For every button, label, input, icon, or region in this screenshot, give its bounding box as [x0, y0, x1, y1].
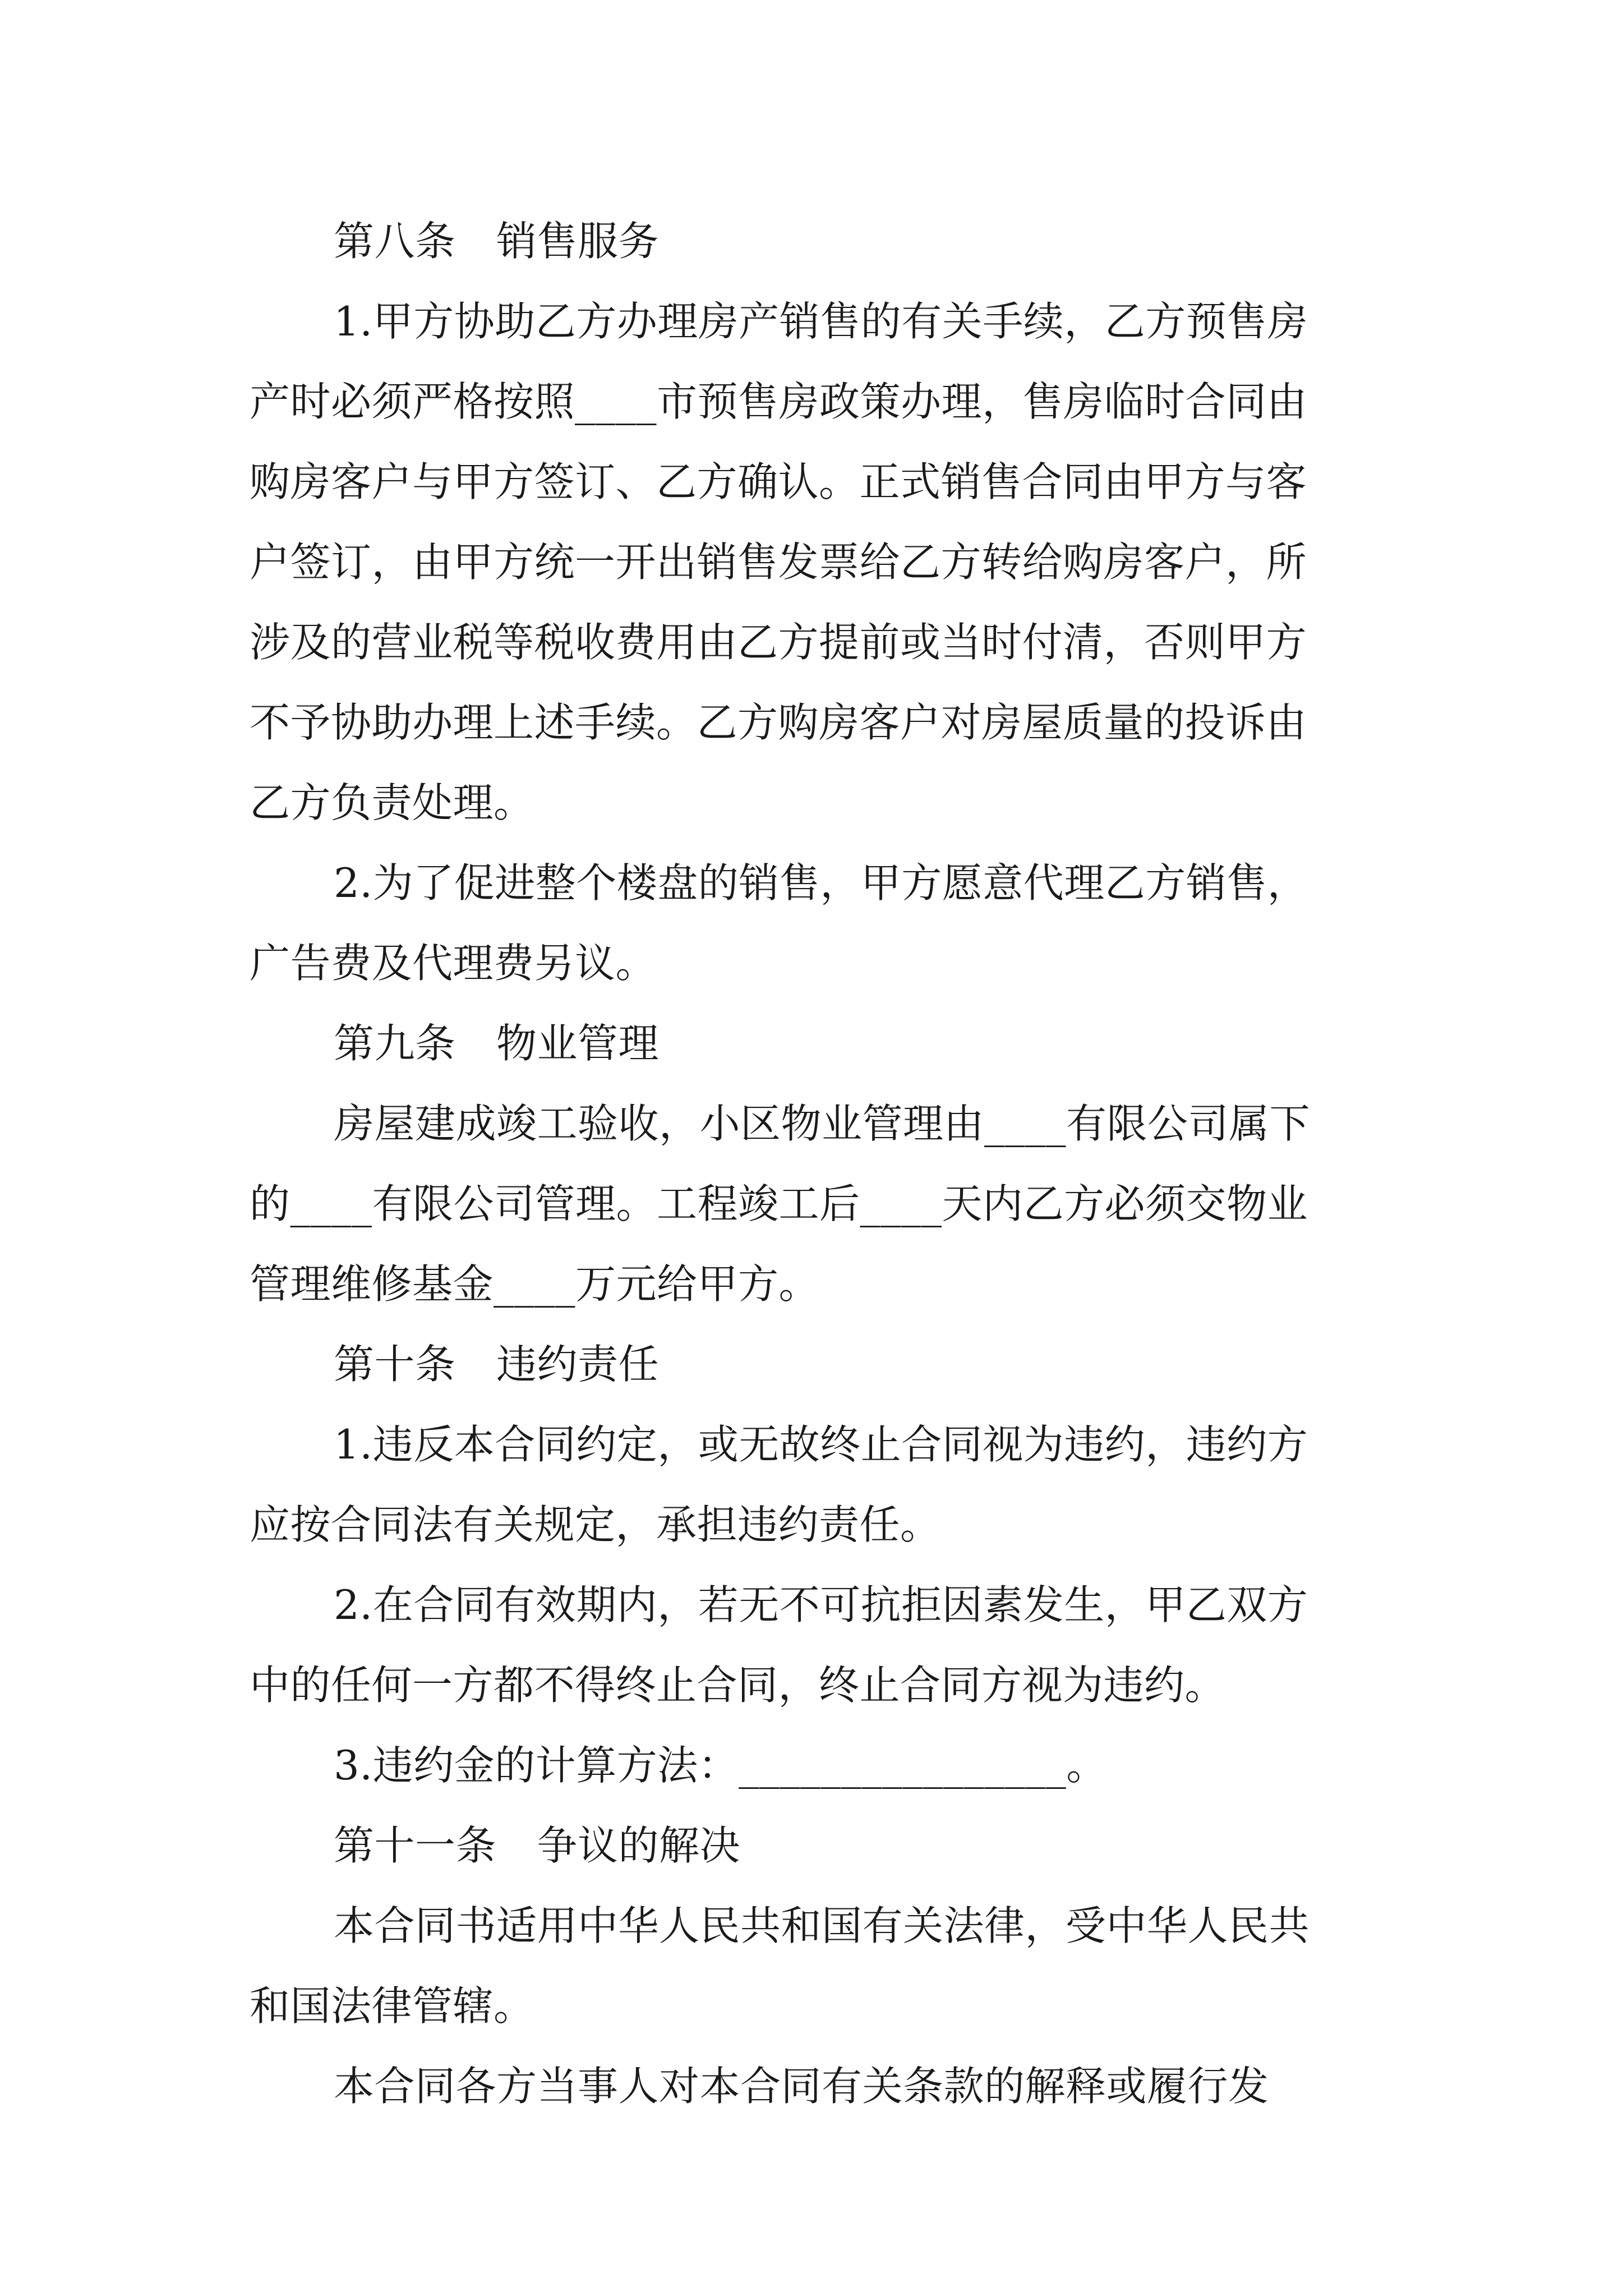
paragraph-line: 1.违反本合同约定，或无故终止合同视为违约，违约方	[334, 1421, 1308, 1468]
article-9-heading: 第九条 物业管理	[334, 1020, 660, 1067]
paragraph-line: 管理维修基金____万元给甲方。	[250, 1260, 820, 1308]
paragraph-line: 2.在合同有效期内，若无不可抗拒因素发生，甲乙双方	[334, 1581, 1308, 1628]
paragraph-line: 户签订，由甲方统一开出销售发票给乙方转给购房客户，所	[250, 539, 1307, 586]
paragraph-line: 涉及的营业税等税收费用由乙方提前或当时付清，否则甲方	[250, 619, 1307, 666]
document-body	[250, 213, 1388, 2138]
paragraph-line: 和国法律管辖。	[250, 1982, 534, 2030]
paragraph-line: 中的任何一方都不得终止合同，终止合同方视为违约。	[250, 1662, 1226, 1709]
paragraph-line: 乙方负责处理。	[250, 779, 534, 826]
paragraph-line: 广告费及代理费另议。	[250, 940, 657, 987]
paragraph-line: 房屋建成竣工验收，小区物业管理由____有限公司属下	[334, 1100, 1311, 1147]
article-11-heading: 第十一条 争议的解决	[334, 1822, 741, 1869]
paragraph-line: 的____有限公司管理。工程竣工后____天内乙方必须交物业	[250, 1180, 1308, 1227]
paragraph-line: 本合同各方当事人对本合同有关条款的解释或履行发	[334, 2063, 1269, 2110]
paragraph-line: 不予协助办理上述手续。乙方购房客户对房屋质量的投诉由	[250, 699, 1307, 746]
paragraph-line: 本合同书适用中华人民共和国有关法律，受中华人民共	[334, 1902, 1310, 1949]
paragraph-line: 应按合同法有关规定，承担违约责任。	[250, 1501, 941, 1548]
article-10-heading: 第十条 违约责任	[334, 1341, 660, 1388]
paragraph-line: 3.违约金的计算方法：________________。	[334, 1742, 1107, 1789]
paragraph-line: 1.甲方协助乙方办理房产销售的有关手续，乙方预售房	[334, 298, 1308, 345]
article-8-heading: 第八条 销售服务	[334, 218, 660, 265]
paragraph-line: 购房客户与甲方签订、乙方确认。正式销售合同由甲方与客	[250, 458, 1307, 505]
paragraph-line: 产时必须严格按照____市预售房政策办理，售房临时合同由	[250, 378, 1308, 425]
paragraph-line: 2.为了促进整个楼盘的销售，甲方愿意代理乙方销售，	[334, 859, 1308, 907]
